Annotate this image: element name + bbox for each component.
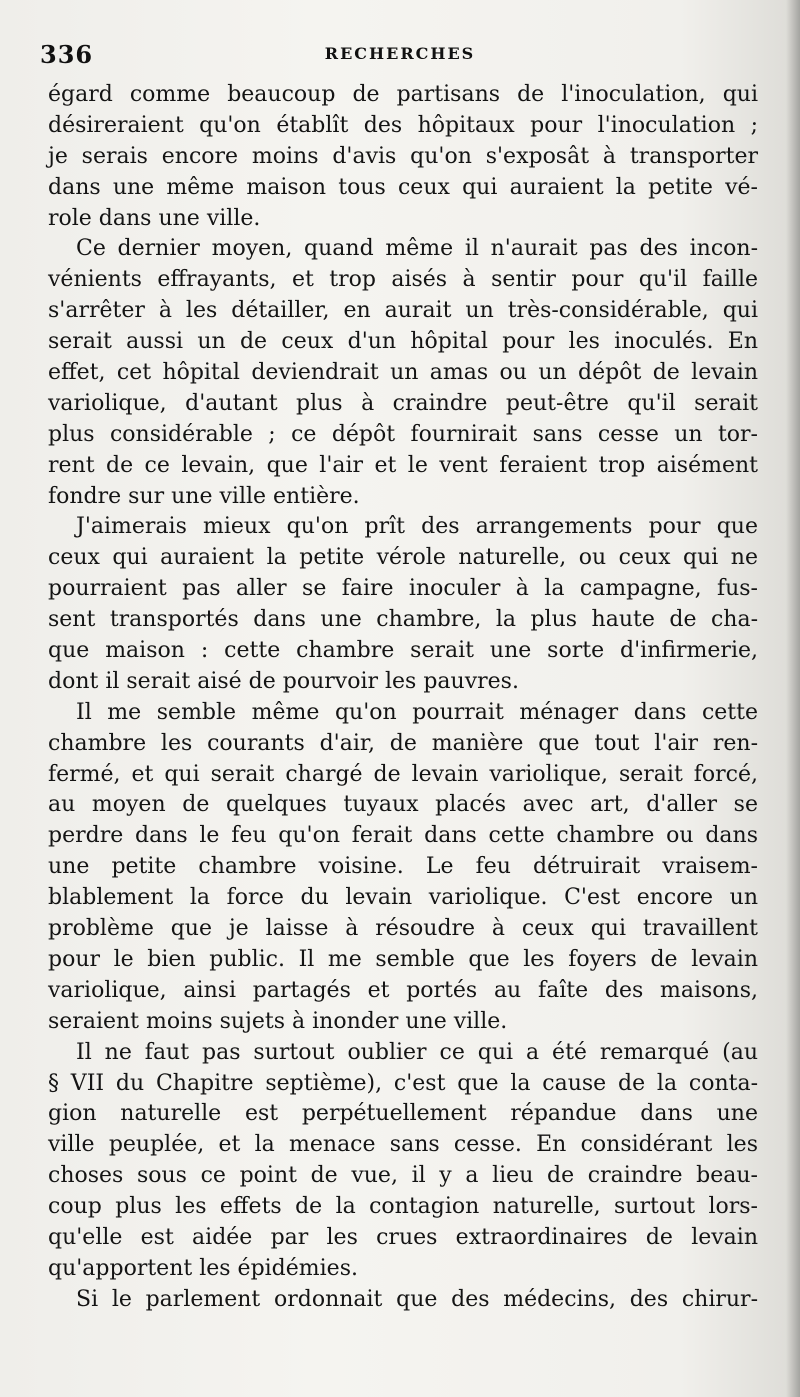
body-text	[48, 80, 758, 1316]
text-line: role dans une ville.	[48, 205, 261, 231]
text-line: fermé, et qui serait chargé de levain variolique, serait forcé,	[48, 761, 758, 787]
text-line: ville peuplée, et la menace sans cesse. En considérant les	[48, 1132, 758, 1158]
text-line: que maison : cette chambre serait une sorte d'infirmerie,	[48, 638, 758, 664]
text-line: seraient moins sujets à inonder une ville.	[48, 1008, 508, 1034]
text-line: effet, cet hôpital deviendrait un amas ou un dépôt de levain	[48, 360, 758, 386]
paragraph	[48, 80, 758, 234]
text-line: fondre sur une ville entière.	[48, 483, 360, 509]
text-line: qu'elle est aidée par les crues extraordinaires de levain	[48, 1224, 758, 1250]
running-head: RECHERCHES	[324, 44, 476, 63]
text-line: § VII du Chapitre septième), c'est que la cause de la conta-	[48, 1070, 758, 1096]
text-line: gion naturelle est perpétuellement répandue dans une	[48, 1101, 758, 1127]
text-line: dans une même maison tous ceux qui auraient la petite vé-	[48, 174, 758, 200]
page-number: 336	[40, 40, 94, 69]
page-edge-shadow	[786, 0, 800, 1397]
paragraph	[48, 512, 758, 697]
text-line: Il me semble même qu'on pourrait ménager dans cette	[76, 699, 758, 725]
text-line: serait aussi un de ceux d'un hôpital pour les inoculés. En	[48, 329, 758, 355]
text-line: au moyen de quelques tuyaux placés avec art, d'aller se	[48, 792, 758, 818]
text-line: égard comme beaucoup de partisans de l'inoculation, qui	[48, 82, 758, 107]
paragraph	[48, 1038, 758, 1285]
text-line: une petite chambre voisine. Le feu détruirait vraisem-	[48, 854, 758, 880]
text-line: rent de ce levain, que l'air et le vent feraient trop aisément	[48, 452, 758, 478]
paragraph	[48, 698, 758, 1038]
text-line: vénients effrayants, et trop aisés à sentir pour qu'il faille	[48, 267, 758, 293]
text-line: Si le parlement ordonnait que des médecins, des chirur-	[76, 1286, 758, 1312]
text-line: perdre dans le feu qu'on ferait dans cette chambre ou dans	[48, 823, 758, 849]
text-line: variolique, ainsi partagés et portés au faîte des maisons,	[48, 977, 758, 1003]
text-line: variolique, d'autant plus à craindre peut-être qu'il serait	[48, 390, 758, 416]
text-line: coup plus les effets de la contagion naturelle, surtout lors-	[48, 1194, 758, 1220]
text-line: choses sous ce point de vue, il y a lieu de craindre beau-	[48, 1163, 758, 1189]
text-line: J'aimerais mieux qu'on prît des arrangements pour que	[76, 514, 758, 540]
paragraph	[48, 1285, 758, 1316]
page-header	[40, 40, 760, 72]
text-line: chambre les courants d'air, de manière que tout l'air ren-	[48, 730, 758, 756]
text-line: s'arrêter à les détailler, en aurait un très-considérable, qui	[48, 298, 758, 324]
text-line: plus considérable ; ce dépôt fournirait sans cesse un tor-	[48, 421, 758, 447]
text-line: pour le bien public. Il me semble que les foyers de levain	[48, 946, 758, 972]
text-line: problème que je laisse à résoudre à ceux qui travaillent	[48, 916, 758, 942]
text-line: blablement la force du levain variolique. C'est encore un	[48, 885, 758, 911]
text-line: ceux qui auraient la petite vérole naturelle, ou ceux qui ne	[48, 545, 758, 571]
paragraph	[48, 234, 758, 512]
text-line: désireraient qu'on établît des hôpitaux pour l'inoculation ;	[48, 112, 758, 138]
text-line: sent transportés dans une chambre, la plus haute de cha-	[48, 607, 758, 633]
text-line: dont il serait aisé de pourvoir les pauvres.	[48, 668, 519, 694]
text-line: Ce dernier moyen, quand même il n'aurait pas des incon-	[76, 236, 758, 262]
text-line: qu'apportent les épidémies.	[48, 1255, 358, 1281]
text-line: Il ne faut pas surtout oublier ce qui a été remarqué (au	[76, 1039, 758, 1065]
text-line: je serais encore moins d'avis qu'on s'exposât à transporter	[48, 143, 758, 169]
text-line: pourraient pas aller se faire inoculer à la campagne, fus-	[48, 576, 758, 602]
